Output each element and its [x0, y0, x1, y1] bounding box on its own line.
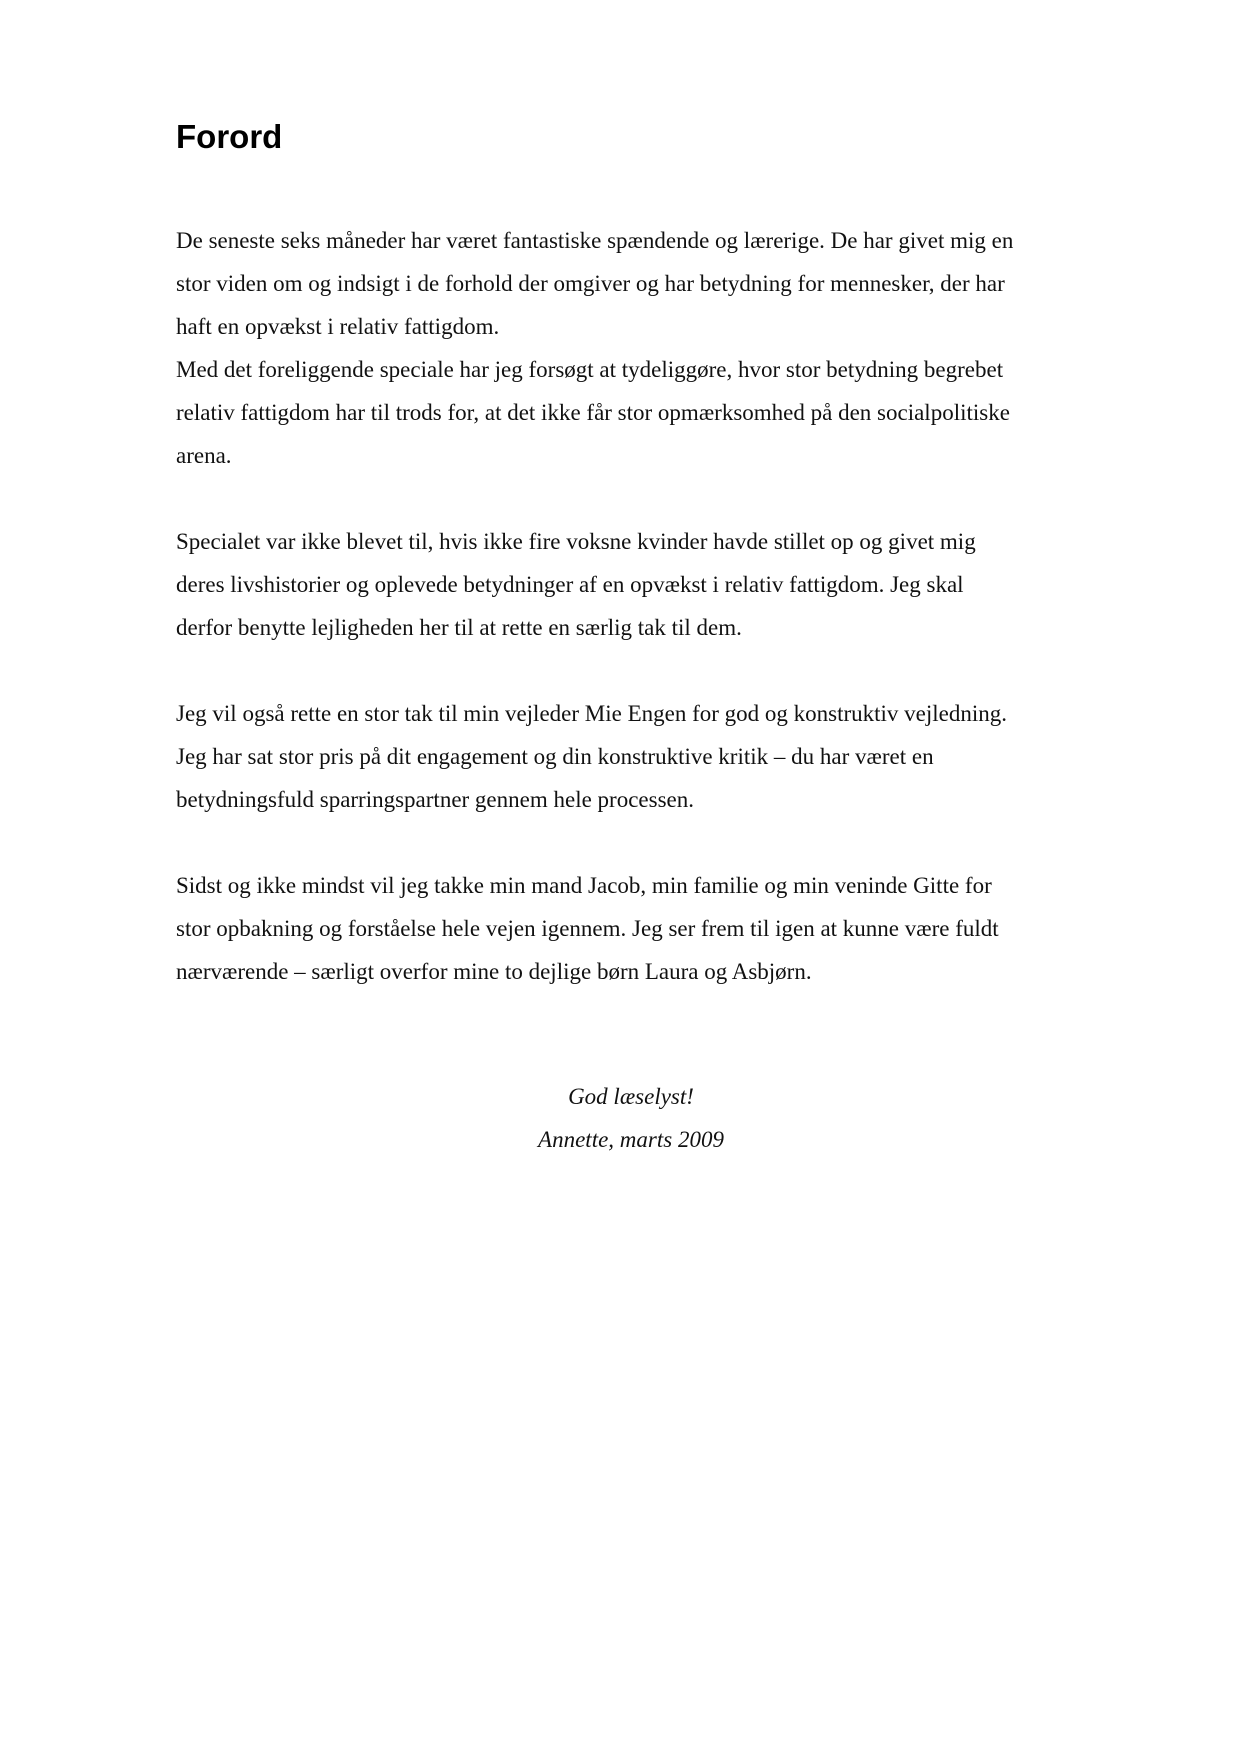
- closing-greeting: God læselyst!: [568, 1084, 694, 1109]
- text-line: betydningsfuld sparringspartner gennem hele processen.: [176, 787, 694, 812]
- paragraph-gap: [176, 821, 1096, 864]
- text-line: Med det foreliggende speciale har jeg forsøgt at tydeliggøre, hvor stor betydning begrebet: [176, 357, 1004, 382]
- text-line: Specialet var ikke blevet til, hvis ikke fire voksne kvinder havde stillet op og givet mig: [176, 529, 976, 554]
- text-line: nærværende – særligt overfor mine to dejlige børn Laura og Asbjørn.: [176, 959, 812, 984]
- closing-signature: Annette, marts 2009: [538, 1127, 724, 1152]
- text-line: stor viden om og indsigt i de forhold der omgiver og har betydning for mennesker, der har: [176, 271, 1005, 296]
- text-line: stor opbakning og forståelse hele vejen igennem. Jeg ser frem til igen at kunne være fuldt: [176, 916, 999, 941]
- paragraph: [176, 219, 1096, 477]
- page-title: Forord: [176, 118, 283, 155]
- text-line: relativ fattigdom har til trods for, at det ikke får stor opmærksomhed på den socialpolitiske: [176, 400, 1010, 425]
- paragraph-gap: [176, 649, 1096, 692]
- text-line: Sidst og ikke mindst vil jeg takke min mand Jacob, min familie og min veninde Gitte for: [176, 873, 992, 898]
- paragraph: [176, 692, 1096, 821]
- body-text: [176, 219, 1096, 993]
- paragraph: [176, 864, 1096, 993]
- paragraph-gap: [176, 477, 1096, 520]
- text-line: Jeg har sat stor pris på dit engagement og din konstruktive kritik – du har været en: [176, 744, 934, 769]
- text-line: Jeg vil også rette en stor tak til min vejleder Mie Engen for god og konstruktiv vejledning.: [176, 701, 1008, 726]
- text-line: derfor benytte lejligheden her til at rette en særlig tak til dem.: [176, 615, 742, 640]
- text-line: deres livshistorier og oplevede betydninger af en opvækst i relativ fattigdom. Jeg skal: [176, 572, 964, 597]
- text-line: De seneste seks måneder har været fantastiske spændende og lærerige. De har givet mig en: [176, 228, 1014, 253]
- paragraph: [176, 520, 1096, 649]
- text-line: haft en opvækst i relativ fattigdom.: [176, 314, 500, 339]
- text-line: arena.: [176, 443, 232, 468]
